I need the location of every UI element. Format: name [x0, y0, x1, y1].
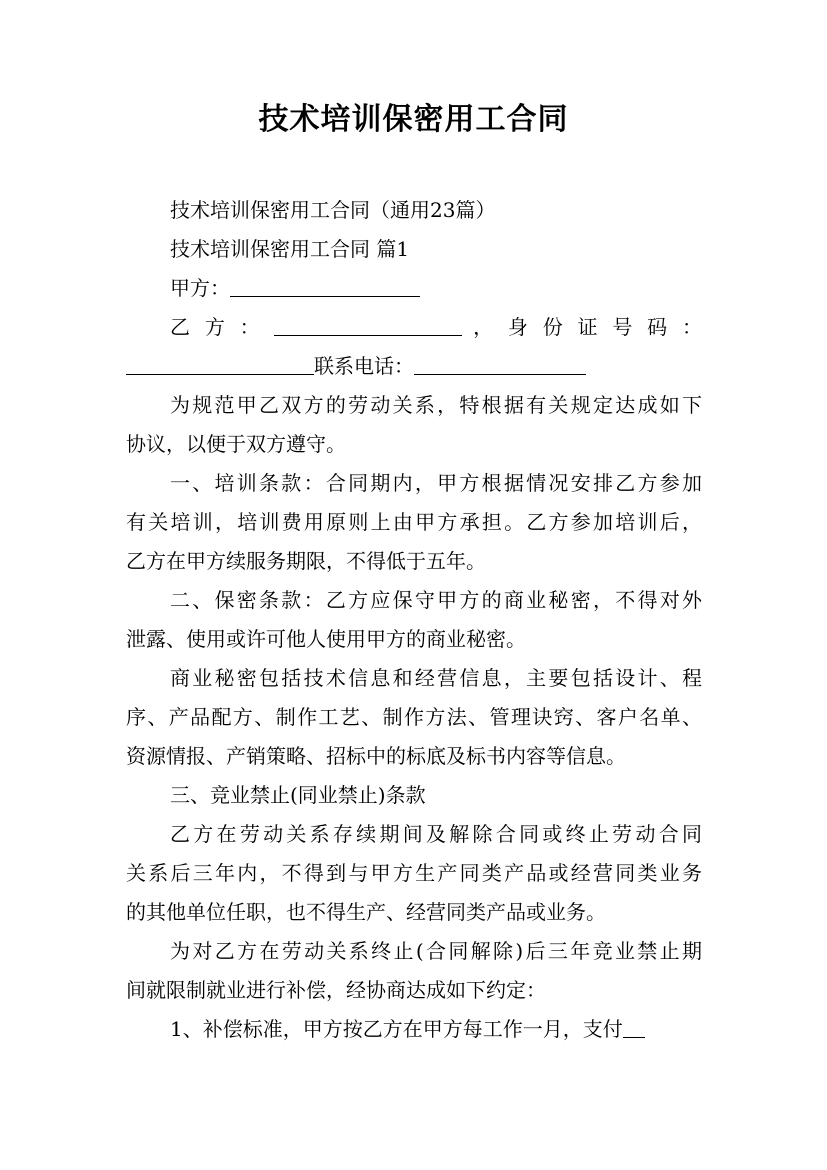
paragraph-line: 间就限制就业进行补偿，经协商达成如下约定：: [126, 978, 546, 1002]
paragraph-line: 有关培训，培训费用原则上由甲方承担。乙方参加培训后，: [126, 510, 702, 534]
compensation-text: 1、补偿标准，甲方按乙方在甲方每工作一月，支付: [170, 1017, 623, 1041]
party-a-line: [126, 269, 702, 308]
paragraph-line: 协议，以便于双方遵守。: [126, 432, 346, 456]
paragraph-line: 泄露、使用或许可他人使用甲方的商业秘密。: [126, 627, 526, 651]
party-a-blank: [230, 274, 420, 297]
compensation-line: [126, 1010, 702, 1049]
party-a-label: 甲方：: [170, 276, 230, 300]
party-b-label: 乙 方 ：: [170, 315, 264, 339]
paragraph-line: 一、培训条款：合同期内，甲方根据情况安排乙方参加: [170, 471, 702, 495]
phone-blank: [414, 352, 586, 375]
paragraph-line: 乙方在甲方续服务期限，不得低于五年。: [126, 549, 486, 573]
party-b-blank: [274, 313, 462, 336]
paragraph-line: 乙方在劳动关系存续期间及解除合同或终止劳动合同: [170, 822, 702, 846]
paragraph-line: 三、竞业禁止(同业禁止)条款: [170, 783, 426, 807]
paragraph-line: 序、产品配方、制作工艺、制作方法、管理诀窍、客户名单、: [126, 705, 702, 729]
id-number-label: 身 份 证 号 码 ：: [507, 315, 702, 339]
section-heading: 技术培训保密用工合同 篇1: [170, 237, 410, 261]
phone-label: 联系电话：: [314, 354, 414, 378]
id-phone-line: [126, 347, 702, 386]
paragraph-line: 商业秘密包括技术信息和经营信息，主要包括设计、程: [170, 666, 702, 690]
paragraph-line: 的其他单位任职，也不得生产、经营同类产品或业务。: [126, 900, 606, 924]
paragraph-line: 关系后三年内，不得到与甲方生产同类产品或经营同类业务: [126, 861, 702, 885]
paragraph-line: 二、保密条款：乙方应保守甲方的商业秘密，不得对外: [170, 588, 702, 612]
paragraph-line: 为对乙方在劳动关系终止(合同解除)后三年竞业禁止期: [170, 939, 702, 963]
compensation-blank: [623, 1015, 645, 1038]
paragraph-line: 为规范甲乙双方的劳动关系，特根据有关规定达成如下: [170, 393, 702, 417]
party-b-line: [126, 308, 702, 347]
id-number-blank: [126, 352, 314, 375]
party-b-separator: ，: [473, 315, 498, 339]
document-title: 技术培训保密用工合同: [258, 102, 569, 137]
subtitle: 技术培训保密用工合同（通用23篇）: [170, 198, 496, 222]
document-body: [126, 191, 702, 1049]
paragraph-line: 资源情报、产销策略、招标中的标底及标书内容等信息。: [126, 744, 626, 768]
